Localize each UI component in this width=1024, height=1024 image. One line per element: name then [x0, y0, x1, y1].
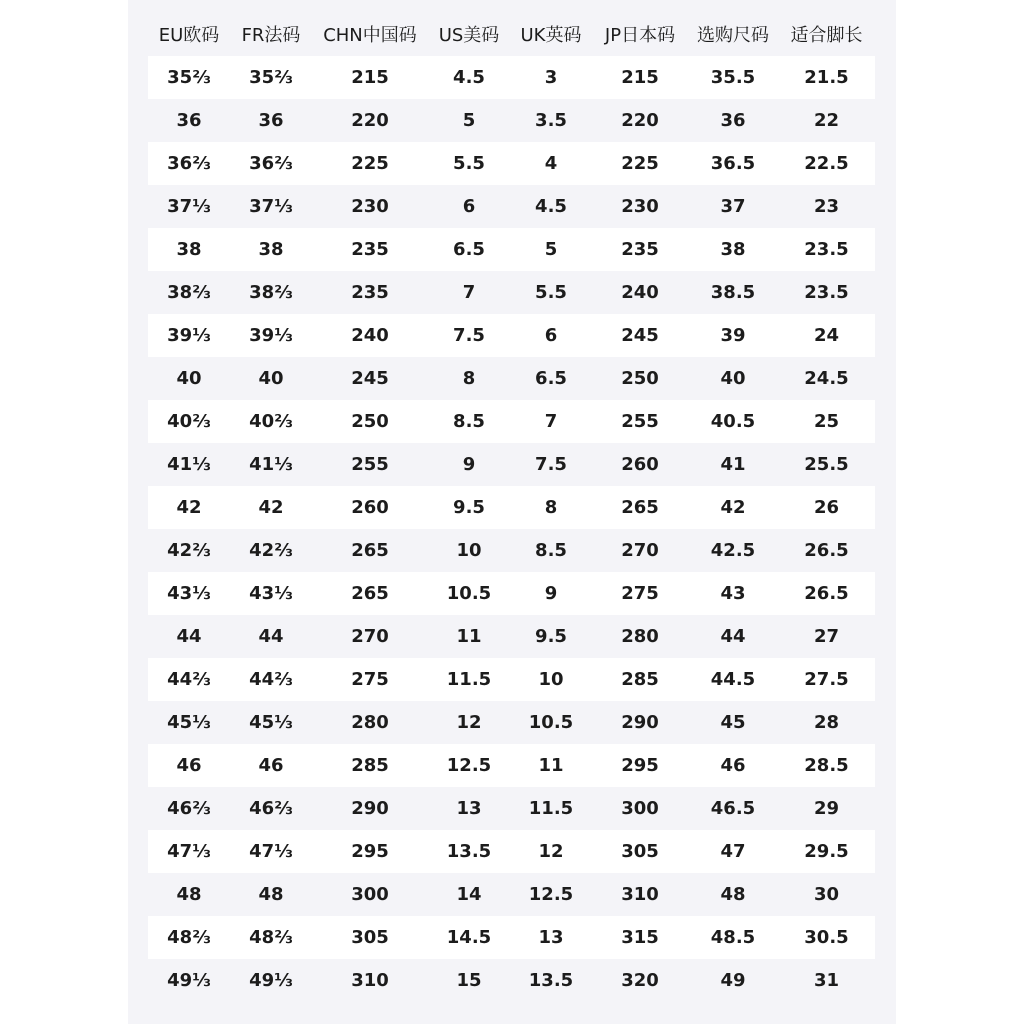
table-cell: 46: [148, 744, 230, 787]
table-cell: 300: [592, 787, 688, 830]
table-cell: 40⅔: [148, 400, 230, 443]
size-chart-sheet: [128, 0, 896, 1024]
table-row: [148, 701, 875, 744]
table-cell: 47: [688, 830, 778, 873]
table-cell: 43⅓: [230, 572, 312, 615]
table-cell: 230: [592, 185, 688, 228]
table-cell: 12: [428, 701, 510, 744]
table-cell: 24.5: [778, 357, 875, 400]
table-row: [148, 314, 875, 357]
table-row: [148, 787, 875, 830]
table-cell: 9.5: [510, 615, 592, 658]
table-cell: 36: [230, 99, 312, 142]
table-cell: 45: [688, 701, 778, 744]
table-cell: 44: [230, 615, 312, 658]
column-header: FR法码: [241, 25, 301, 46]
table-cell: 235: [592, 228, 688, 271]
table-cell: 6.5: [510, 357, 592, 400]
table-cell: 44⅔: [230, 658, 312, 701]
table-cell: 315: [592, 916, 688, 959]
table-cell: 5: [510, 228, 592, 271]
table-cell: 3: [510, 56, 592, 99]
table-cell: 36: [688, 99, 778, 142]
table-cell: 270: [592, 529, 688, 572]
table-cell: 15: [428, 959, 510, 1002]
table-cell: 240: [592, 271, 688, 314]
table-cell: 47⅓: [230, 830, 312, 873]
table-cell: 13: [510, 916, 592, 959]
table-cell: 46: [688, 744, 778, 787]
table-cell: 4.5: [428, 56, 510, 99]
table-cell: 220: [312, 99, 428, 142]
table-cell: 49⅓: [148, 959, 230, 1002]
table-cell: 13.5: [428, 830, 510, 873]
table-cell: 280: [312, 701, 428, 744]
column-header: JP日本码: [604, 25, 676, 46]
table-cell: 37: [688, 185, 778, 228]
table-cell: 24: [778, 314, 875, 357]
table-row: [148, 142, 875, 185]
table-cell: 23.5: [778, 271, 875, 314]
table-cell: 10: [428, 529, 510, 572]
table-cell: 38.5: [688, 271, 778, 314]
column-header: EU欧码: [158, 25, 220, 46]
table-row: [148, 658, 875, 701]
table-cell: 36.5: [688, 142, 778, 185]
table-cell: 35.5: [688, 56, 778, 99]
table-row: [148, 830, 875, 873]
table-cell: 38: [148, 228, 230, 271]
table-row: [148, 99, 875, 142]
table-cell: 40.5: [688, 400, 778, 443]
table-cell: 14.5: [428, 916, 510, 959]
table-cell: 49⅓: [230, 959, 312, 1002]
table-cell: 310: [312, 959, 428, 1002]
table-cell: 11.5: [510, 787, 592, 830]
table-cell: 48: [148, 873, 230, 916]
table-cell: 30: [778, 873, 875, 916]
table-cell: 5: [428, 99, 510, 142]
table-cell: 40⅔: [230, 400, 312, 443]
table-cell: 250: [312, 400, 428, 443]
table-cell: 38: [230, 228, 312, 271]
table-cell: 27: [778, 615, 875, 658]
table-cell: 49: [688, 959, 778, 1002]
table-cell: 44: [148, 615, 230, 658]
table-cell: 10.5: [428, 572, 510, 615]
table-cell: 41⅓: [230, 443, 312, 486]
table-cell: 42.5: [688, 529, 778, 572]
table-row: [148, 529, 875, 572]
table-cell: 8.5: [510, 529, 592, 572]
table-cell: 27.5: [778, 658, 875, 701]
table-cell: 8: [510, 486, 592, 529]
table-cell: 22: [778, 99, 875, 142]
table-cell: 9.5: [428, 486, 510, 529]
table-cell: 25: [778, 400, 875, 443]
table-cell: 215: [312, 56, 428, 99]
table-cell: 47⅓: [148, 830, 230, 873]
table-row: [148, 615, 875, 658]
table-cell: 12.5: [510, 873, 592, 916]
table-cell: 39⅓: [230, 314, 312, 357]
table-row: [148, 873, 875, 916]
table-cell: 40: [688, 357, 778, 400]
table-cell: 240: [312, 314, 428, 357]
table-cell: 5.5: [428, 142, 510, 185]
table-cell: 42: [148, 486, 230, 529]
table-cell: 250: [592, 357, 688, 400]
column-header: 适合脚长: [790, 25, 863, 46]
table-cell: 37⅓: [230, 185, 312, 228]
table-cell: 43⅓: [148, 572, 230, 615]
table-cell: 7.5: [428, 314, 510, 357]
table-cell: 270: [312, 615, 428, 658]
table-cell: 5.5: [510, 271, 592, 314]
table-row: [148, 959, 875, 1002]
table-row: [148, 443, 875, 486]
table-cell: 11.5: [428, 658, 510, 701]
table-cell: 35⅔: [148, 56, 230, 99]
table-cell: 300: [312, 873, 428, 916]
table-cell: 48: [688, 873, 778, 916]
table-cell: 235: [312, 228, 428, 271]
table-row: [148, 271, 875, 314]
table-cell: 295: [312, 830, 428, 873]
table-cell: 245: [312, 357, 428, 400]
table-cell: 285: [592, 658, 688, 701]
table-cell: 7: [428, 271, 510, 314]
table-cell: 275: [312, 658, 428, 701]
table-cell: 295: [592, 744, 688, 787]
table-cell: 44: [688, 615, 778, 658]
table-cell: 260: [592, 443, 688, 486]
table-cell: 14: [428, 873, 510, 916]
table-cell: 46⅔: [148, 787, 230, 830]
table-cell: 42⅔: [148, 529, 230, 572]
table-cell: 40: [148, 357, 230, 400]
table-cell: 8: [428, 357, 510, 400]
table-cell: 31: [778, 959, 875, 1002]
table-cell: 42⅔: [230, 529, 312, 572]
table-cell: 13: [428, 787, 510, 830]
table-cell: 310: [592, 873, 688, 916]
table-cell: 44⅔: [148, 658, 230, 701]
table-cell: 235: [312, 271, 428, 314]
table-cell: 265: [592, 486, 688, 529]
table-cell: 28: [778, 701, 875, 744]
table-cell: 46⅔: [230, 787, 312, 830]
table-cell: 36⅔: [230, 142, 312, 185]
table-cell: 305: [312, 916, 428, 959]
table-body: [148, 56, 875, 1002]
table-cell: 22.5: [778, 142, 875, 185]
table-row: [148, 486, 875, 529]
table-cell: 265: [312, 572, 428, 615]
table-cell: 275: [592, 572, 688, 615]
table-cell: 48.5: [688, 916, 778, 959]
table-cell: 26.5: [778, 529, 875, 572]
table-row: [148, 400, 875, 443]
table-cell: 245: [592, 314, 688, 357]
table-cell: 38: [688, 228, 778, 271]
table-cell: 42: [230, 486, 312, 529]
table-cell: 225: [312, 142, 428, 185]
table-cell: 305: [592, 830, 688, 873]
table-cell: 220: [592, 99, 688, 142]
table-cell: 46: [230, 744, 312, 787]
table-cell: 23: [778, 185, 875, 228]
table-row: [148, 228, 875, 271]
table-cell: 11: [428, 615, 510, 658]
table-cell: 290: [592, 701, 688, 744]
table-cell: 215: [592, 56, 688, 99]
table-cell: 255: [592, 400, 688, 443]
table-row: [148, 916, 875, 959]
table-cell: 285: [312, 744, 428, 787]
table-cell: 10: [510, 658, 592, 701]
column-header: US美码: [438, 25, 500, 46]
table-cell: 21.5: [778, 56, 875, 99]
table-cell: 41: [688, 443, 778, 486]
table-cell: 8.5: [428, 400, 510, 443]
table-cell: 23.5: [778, 228, 875, 271]
table-cell: 48: [230, 873, 312, 916]
table-cell: 9: [428, 443, 510, 486]
header-row: [148, 12, 875, 56]
table-cell: 4.5: [510, 185, 592, 228]
table-cell: 280: [592, 615, 688, 658]
table-cell: 35⅔: [230, 56, 312, 99]
table-row: [148, 744, 875, 787]
table-cell: 39: [688, 314, 778, 357]
table-cell: 255: [312, 443, 428, 486]
table-cell: 46.5: [688, 787, 778, 830]
table-cell: 4: [510, 142, 592, 185]
column-header: UK英码: [520, 25, 582, 46]
table-cell: 6.5: [428, 228, 510, 271]
table-cell: 29: [778, 787, 875, 830]
table-cell: 320: [592, 959, 688, 1002]
table-cell: 7.5: [510, 443, 592, 486]
table-cell: 39⅓: [148, 314, 230, 357]
table-cell: 13.5: [510, 959, 592, 1002]
table-cell: 26.5: [778, 572, 875, 615]
table-cell: 290: [312, 787, 428, 830]
table-cell: 29.5: [778, 830, 875, 873]
table-row: [148, 56, 875, 99]
table-cell: 45⅓: [148, 701, 230, 744]
table-cell: 38⅔: [148, 271, 230, 314]
table-cell: 7: [510, 400, 592, 443]
table-row: [148, 572, 875, 615]
table-cell: 12: [510, 830, 592, 873]
table-cell: 30.5: [778, 916, 875, 959]
table-cell: 260: [312, 486, 428, 529]
column-header: 选购尺码: [697, 25, 769, 46]
table-cell: 44.5: [688, 658, 778, 701]
table-cell: 48⅔: [148, 916, 230, 959]
table-header: [148, 12, 875, 56]
size-conversion-table: [148, 12, 875, 1002]
table-cell: 230: [312, 185, 428, 228]
table-cell: 48⅔: [230, 916, 312, 959]
table-cell: 45⅓: [230, 701, 312, 744]
table-cell: 6: [428, 185, 510, 228]
table-cell: 36⅔: [148, 142, 230, 185]
table-cell: 42: [688, 486, 778, 529]
table-cell: 11: [510, 744, 592, 787]
table-cell: 43: [688, 572, 778, 615]
table-cell: 26: [778, 486, 875, 529]
table-cell: 41⅓: [148, 443, 230, 486]
table-cell: 40: [230, 357, 312, 400]
table-cell: 36: [148, 99, 230, 142]
table-cell: 10.5: [510, 701, 592, 744]
table-cell: 225: [592, 142, 688, 185]
table-cell: 265: [312, 529, 428, 572]
table-cell: 28.5: [778, 744, 875, 787]
table-cell: 9: [510, 572, 592, 615]
table-cell: 12.5: [428, 744, 510, 787]
table-cell: 6: [510, 314, 592, 357]
table-row: [148, 357, 875, 400]
table-cell: 38⅔: [230, 271, 312, 314]
column-header: CHN中国码: [323, 25, 417, 46]
table-cell: 3.5: [510, 99, 592, 142]
table-cell: 25.5: [778, 443, 875, 486]
table-cell: 37⅓: [148, 185, 230, 228]
table-row: [148, 185, 875, 228]
